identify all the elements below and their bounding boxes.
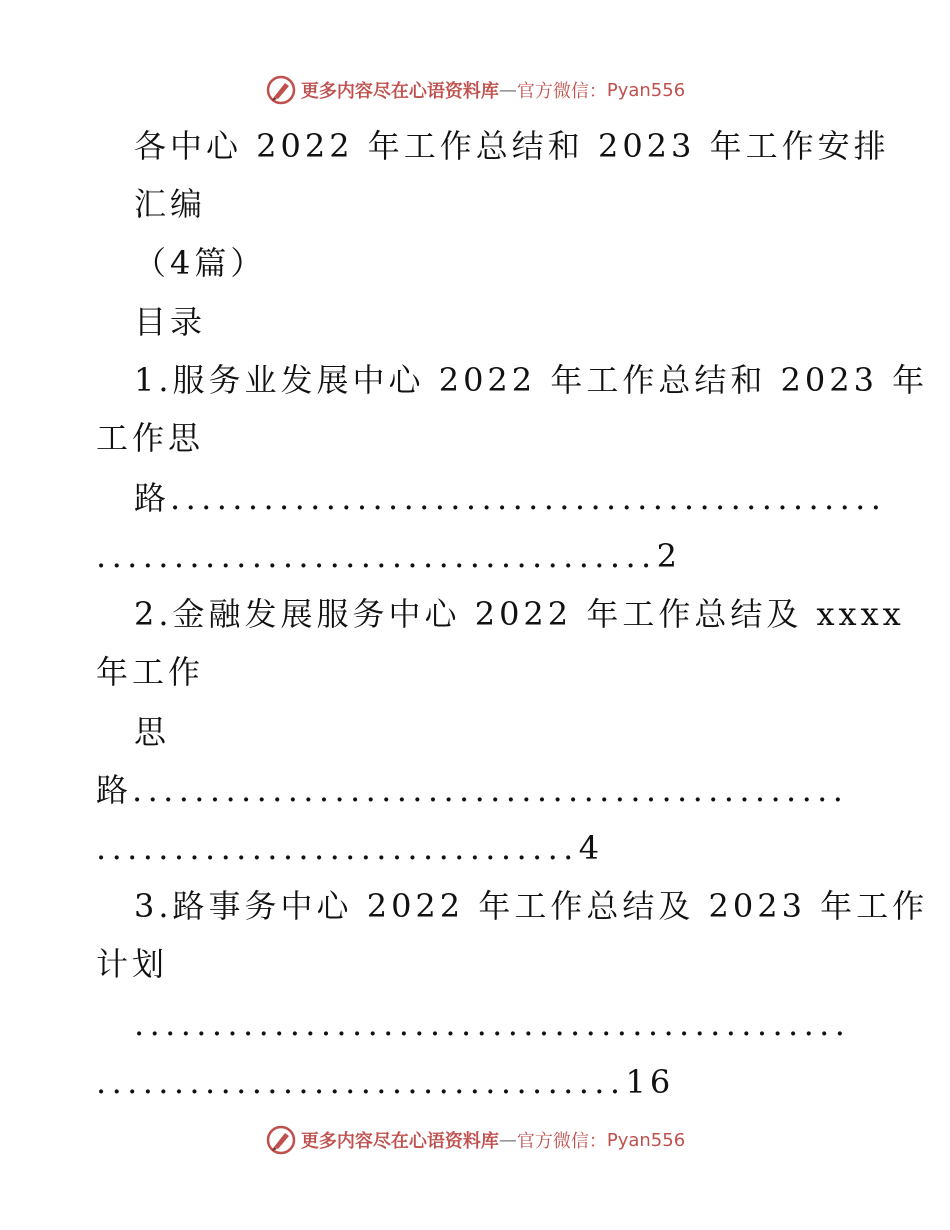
pen-logo-icon bbox=[265, 1124, 297, 1156]
toc-leader-dots: .................................... bbox=[96, 537, 657, 575]
doc-title-line1: 各中心 2022 年工作总结和 2023 年工作安排 bbox=[134, 127, 890, 165]
toc-leader-dots: .............................................. bbox=[170, 479, 887, 517]
toc-entry-3-line1[interactable]: 3.路事务中心 2022 年工作总结及 2023 年工作 bbox=[134, 887, 929, 925]
toc-entry-3-line2[interactable]: 计划 bbox=[96, 945, 169, 983]
watermark-label: 官方微信： bbox=[516, 81, 607, 102]
toc-leader-dots: .............................................. bbox=[132, 771, 849, 809]
toc-entry-1-page: 2 bbox=[656, 537, 681, 575]
watermark-brand: 更多内容尽在心语资料库 bbox=[300, 81, 499, 102]
watermark-label: 官方微信： bbox=[516, 1131, 607, 1152]
toc-leader-dots: ............................... bbox=[96, 829, 579, 867]
toc-entry-1-text: 路 bbox=[134, 479, 171, 517]
watermark-dash: — bbox=[498, 79, 517, 101]
watermark-dash: — bbox=[498, 1129, 517, 1151]
toc-leader-dots: .............................................. bbox=[134, 1005, 851, 1043]
footer-watermark bbox=[0, 1120, 950, 1160]
toc-entry-2-line5[interactable] bbox=[96, 828, 603, 868]
doc-title-line2: 汇编 bbox=[134, 185, 207, 223]
toc-entry-1-line4[interactable] bbox=[96, 536, 681, 576]
toc-entry-2-line2[interactable]: 年工作 bbox=[96, 653, 205, 691]
toc-entry-2-line4[interactable] bbox=[96, 770, 848, 810]
header-watermark bbox=[0, 70, 950, 110]
toc-entry-2-text: 路 bbox=[96, 771, 133, 809]
toc-entry-2-line1[interactable]: 2.金融发展服务中心 2022 年工作总结及 xxxx bbox=[134, 595, 905, 633]
watermark-id: Pyan556 bbox=[606, 79, 686, 101]
toc-entry-1-line1[interactable]: 1.服务业发展中心 2022 年工作总结和 2023 年 bbox=[134, 361, 929, 399]
toc-leader-dots: .................................. bbox=[96, 1063, 626, 1101]
toc-entry-3-page: 16 bbox=[625, 1063, 675, 1101]
toc-entry-1-line3[interactable] bbox=[134, 478, 886, 518]
toc-entry-2-page: 4 bbox=[578, 829, 604, 867]
doc-article-count: （4篇） bbox=[134, 244, 267, 282]
toc-entry-1-line2[interactable]: 工作思 bbox=[96, 419, 205, 457]
toc-heading: 目录 bbox=[134, 303, 207, 341]
watermark-brand: 更多内容尽在心语资料库 bbox=[300, 1131, 499, 1152]
toc-entry-2-line3[interactable]: 思 bbox=[134, 713, 171, 751]
toc-entry-3-line3[interactable] bbox=[134, 1004, 850, 1044]
watermark-id: Pyan556 bbox=[606, 1129, 686, 1151]
pen-logo-icon bbox=[265, 74, 297, 106]
toc-entry-3-line4[interactable] bbox=[96, 1062, 674, 1102]
